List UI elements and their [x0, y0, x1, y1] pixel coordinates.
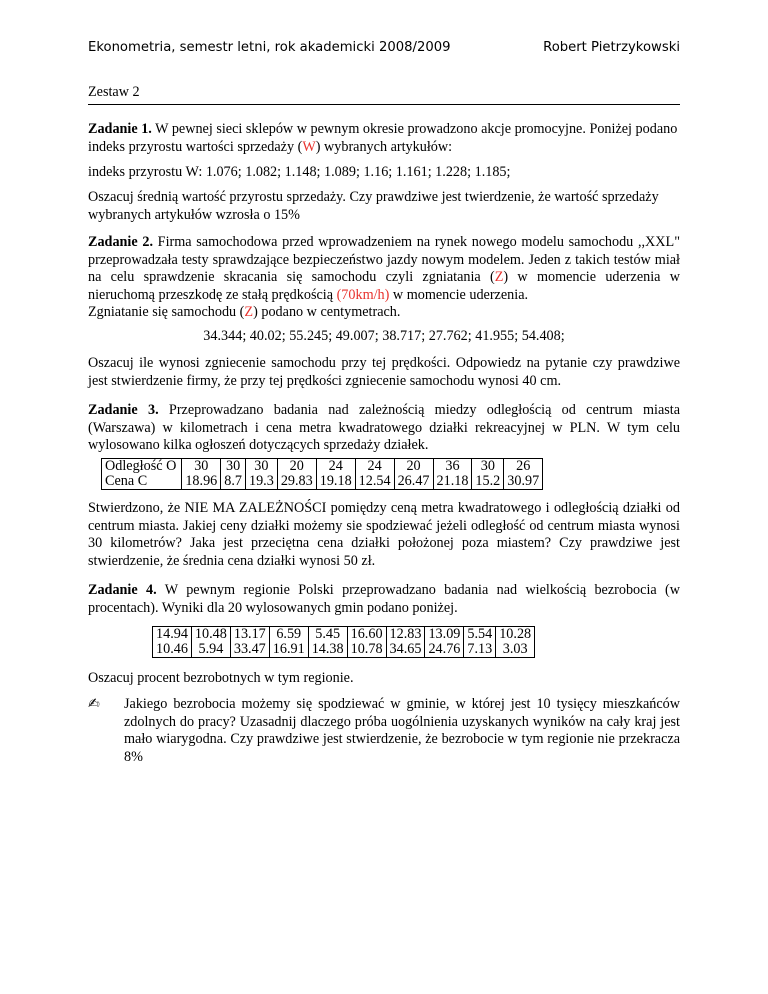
task4-value-cell: 10.46	[153, 642, 192, 658]
task3-question: Stwierdzono, że NIE MA ZALEŻNOŚCI pomiędzy ceną metra kwadratowego i odległością działki od centrum miasta. Jakiej ceny działki możemy sie spodziewać jeżeli odległość od centrum miasta wynosi 30 kilometrów? Jaka jest przeciętna cena działki położonej poza miastem? Czy prawdziwe jest stwierdzenie, że średnia cena działki wynosi 50 zł.	[88, 500, 680, 569]
set-title: Zestaw 2	[88, 84, 680, 105]
task3-distance-cell: 36	[433, 459, 472, 475]
task3-price-cell: 19.18	[316, 474, 355, 490]
task4-value-cell: 3.03	[496, 642, 535, 658]
task3-intro	[88, 402, 680, 455]
task3-price-cell: 26.47	[394, 474, 433, 490]
task4-value-cell: 7.13	[464, 642, 496, 658]
task3-row-distance-label: Odległość O	[102, 459, 182, 475]
task3-label: Zadanie 3.	[88, 402, 159, 418]
task2-line2-a: Zgniatanie się samochodu (	[88, 304, 245, 321]
task4-value-cell: 14.94	[153, 627, 192, 643]
task3-price-cell: 12.54	[355, 474, 394, 490]
task3-distance-cell: 20	[277, 459, 316, 475]
task3-row-price-label: Cena C	[102, 474, 182, 490]
task4-value-cell: 24.76	[425, 642, 464, 658]
task2-question: Oszacuj ile wynosi zgniecenie samochodu przy tej prędkości. Odpowiedz na pytanie czy prawdziwe jest stwierdzenie firmy, że przy tej prędkości zgniecenie samochodu wynosi 40 cm.	[88, 355, 680, 389]
task4-value-cell: 14.38	[308, 642, 347, 658]
task2-text-b: ) w momencie uderzenia w nieruchomą przeszkodę ze stałą prędkością	[88, 269, 680, 303]
task4-value-cell: 16.91	[269, 642, 308, 658]
task1-question: Oszacuj średnią wartość przyrostu sprzedaży. Czy prawdziwe jest twierdzenie, że wartość sprzedaży wybranych artykułów wzrosła o 15%	[88, 189, 659, 223]
header-course: Ekonometria, semestr letni, rok akademicki 2008/2009	[88, 40, 451, 55]
task3-distance-cell: 30	[472, 459, 504, 475]
task3-price-cell: 29.83	[277, 474, 316, 490]
task2-text-c: w momencie uderzenia.	[389, 286, 529, 303]
task2-intro	[88, 234, 680, 322]
task4-bullet-text: Jakiego bezrobocia możemy się spodziewać w gminie, w której jest 10 tysięcy mieszkańców zdolnych do pracy? Uzasadnij dlaczego próba uogólnienia uzyskanych wyników na cały kraj jest mało wiarygodna. Czy prawdziwe jest stwierdzenie, że bezrobocie w tym regionie nie przekracza 8%	[124, 696, 680, 765]
task2-text-a: Firma samochodowa przed wprowadzeniem na rynek nowego modelu samochodu ,,XXL" przeprowadzała testy sprawdzające bezpieczeństwo jazdy nowym modelem. Jeden z takich testów miał na celu sprawdzenie skracania się samochodu czyli zgniatania (	[88, 234, 680, 286]
task2-speed: (70km/h)	[336, 286, 390, 303]
task3-text: Przeprowadzano badania nad zależnością miedzy odległością od centrum miasta (Warszawa) w kilometrach i cena metra kwadratowego działki rekreacyjnej w PLN. W tym celu wylosowano kilka ogłoszeń dotyczących sprzedaży działek.	[88, 402, 680, 454]
task3-distance-cell: 24	[316, 459, 355, 475]
task1-text-b: ) wybranych artykułów:	[315, 138, 453, 155]
task4-value-cell: 5.94	[191, 642, 230, 658]
header-author: Robert Pietrzykowski	[543, 40, 680, 55]
task2-data: 34.344; 40.02; 55.245; 49.007; 38.717; 27.762; 41.955; 54.408;	[203, 328, 565, 344]
task4-value-cell: 5.45	[308, 627, 347, 643]
task4-value-cell: 33.47	[230, 642, 269, 658]
task3-row-price	[102, 474, 543, 490]
task4-value-cell: 10.48	[191, 627, 230, 643]
task4-bullet-item	[88, 696, 680, 766]
task3-table	[101, 458, 543, 490]
task2-line2-var: Z	[244, 304, 254, 321]
task4-text: W pewnym regionie Polski przeprowadzano badania nad wielkością bezrobocia (w procentach). Wyniki dla 20 wylosowanych gmin podano poniżej.	[88, 582, 680, 616]
task3-price-cell: 8.7	[221, 474, 246, 490]
task4-value-cell: 10.28	[496, 627, 535, 643]
task4-table	[152, 626, 535, 658]
task3-price-cell: 30.97	[504, 474, 543, 490]
task3-price-cell: 15.2	[472, 474, 504, 490]
task3-distance-cell: 30	[245, 459, 277, 475]
task2-label: Zadanie 2.	[88, 234, 153, 250]
task4-question: Oszacuj procent bezrobotnych w tym regionie.	[88, 670, 354, 686]
task1-text-a: W pewnej sieci sklepów w pewnym okresie prowadzono akcje promocyjne. Poniżej podano indeks przyrostu wartości sprzedaży (	[88, 121, 678, 155]
task1-intro	[88, 121, 680, 156]
task1-var: W	[302, 138, 316, 155]
page-header	[88, 40, 680, 60]
task3-row-distance	[102, 459, 543, 475]
task2-var: Z	[494, 269, 504, 286]
task3-price-cell: 18.96	[182, 474, 221, 490]
task4-intro	[88, 582, 680, 617]
task1-label: Zadanie 1.	[88, 121, 152, 137]
task3-distance-cell: 20	[394, 459, 433, 475]
task3-distance-cell: 24	[355, 459, 394, 475]
task3-distance-cell: 26	[504, 459, 543, 475]
task1-data: indeks przyrostu W: 1.076; 1.082; 1.148; 1.089; 1.16; 1.161; 1.228; 1.185;	[88, 164, 511, 180]
task4-value-cell: 13.09	[425, 627, 464, 643]
task3-price-cell: 19.3	[245, 474, 277, 490]
task4-value-cell: 5.54	[464, 627, 496, 643]
task4-value-cell: 6.59	[269, 627, 308, 643]
task3-distance-cell: 30	[182, 459, 221, 475]
task3-distance-cell: 30	[221, 459, 246, 475]
task3-price-cell: 21.18	[433, 474, 472, 490]
task4-label: Zadanie 4.	[88, 582, 157, 598]
task4-row-1	[153, 627, 535, 643]
task4-value-cell: 12.83	[386, 627, 425, 643]
task4-value-cell: 10.78	[347, 642, 386, 658]
task4-value-cell: 16.60	[347, 627, 386, 643]
task2-line2-b: ) podano w centymetrach.	[253, 304, 401, 321]
pen-hand-icon: ✍	[88, 696, 100, 712]
task4-value-cell: 13.17	[230, 627, 269, 643]
task4-row-2	[153, 642, 535, 658]
task4-value-cell: 34.65	[386, 642, 425, 658]
